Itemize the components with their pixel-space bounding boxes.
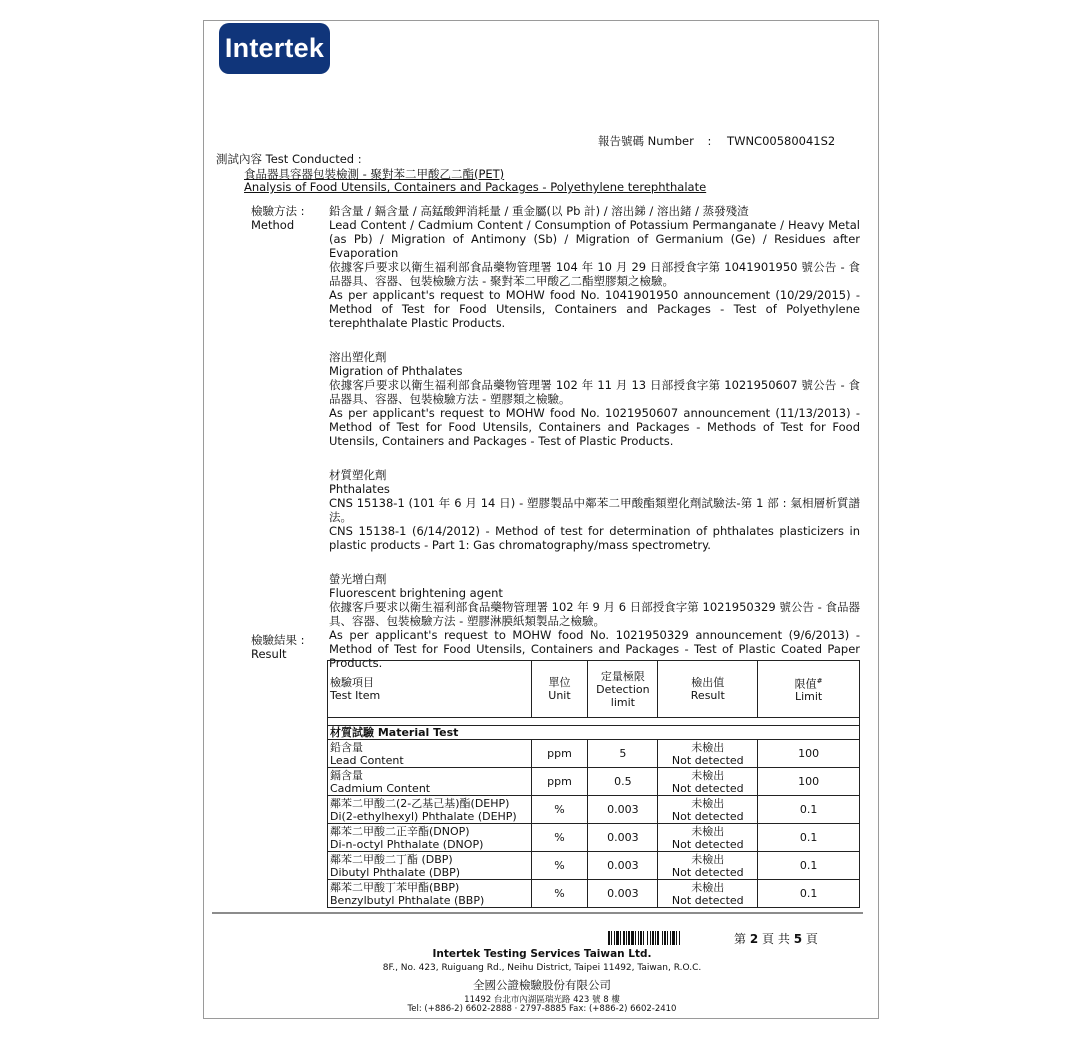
cell-detection: 0.5 xyxy=(588,768,658,796)
report-number-label: 報告號碼 Number xyxy=(598,134,694,148)
page-suffix: 頁 xyxy=(805,932,818,946)
cell-detection: 0.003 xyxy=(588,796,658,824)
page-indicator xyxy=(734,930,818,947)
header-text xyxy=(760,675,857,691)
cell-limit: 100 xyxy=(758,768,860,796)
cell-result xyxy=(658,852,758,880)
header-text: Detection xyxy=(596,682,650,696)
table-spacer xyxy=(328,718,860,726)
method-line: As per applicant's request to MOHW food No. 1021950329 announcement (9/6/2013) - Method of Test for Food Utensils, Containers and Packages - Test of Plastic Coated Paper Products. xyxy=(329,628,860,670)
item-zh: 鄰苯二甲酸二(2-乙基己基)酯(DEHP) xyxy=(330,796,510,810)
method-line: 依據客戶要求以衛生福利部食品藥物管理署 102 年 11 月 13 日部授食字第 1021950607 號公告 - 食品器具、容器、包裝檢驗方法 - 塑膠類之檢驗。 xyxy=(329,378,860,406)
cell-test-item xyxy=(328,740,532,768)
result-en: Not detected xyxy=(671,865,744,879)
cell-test-item xyxy=(328,768,532,796)
result-zh: 未檢出 xyxy=(691,768,725,782)
item-en: Lead Content xyxy=(330,753,404,767)
method-line: CNS 15138-1 (6/14/2012) - Method of test for determination of phthalates plasticizers in plastic products - Part 1: Gas chromatography/mass spectrometry. xyxy=(329,524,860,552)
table-row xyxy=(328,880,860,908)
method-line: 材質塑化劑 xyxy=(329,468,387,482)
report-number-colon: : xyxy=(707,134,712,148)
cell-test-item xyxy=(328,880,532,908)
spacer-cell xyxy=(328,718,860,726)
method-block xyxy=(329,572,860,670)
cell-result xyxy=(658,768,758,796)
result-en: Not detected xyxy=(671,837,744,851)
method-line: As per applicant's request to MOHW food No. 1041901950 announcement (10/29/2015) - Method of Test for Food Utensils, Containers and Packages - Test of Polyethylene terephthalate Plastic Products. xyxy=(329,288,860,330)
method-line: Fluorescent brightening agent xyxy=(329,586,503,600)
cell-result xyxy=(658,796,758,824)
method-line: Migration of Phthalates xyxy=(329,364,463,378)
cell-limit: 100 xyxy=(758,740,860,768)
result-en: Not detected xyxy=(671,809,744,823)
results-table xyxy=(327,660,860,908)
header-text: Test Item xyxy=(330,689,381,702)
header-limit xyxy=(758,661,860,718)
footer-phone: Tel: (+886-2) 6602-2888 · 2797-8885 Fax: (+886-2) 6602-2410 xyxy=(407,1004,677,1014)
item-en: Cadmium Content xyxy=(330,781,431,795)
item-en: Di-n-octyl Phthalate (DNOP) xyxy=(330,837,484,851)
item-zh: 鎘含量 xyxy=(330,768,363,782)
header-text: Limit xyxy=(794,690,823,704)
test-conducted-label: 測試內容 Test Conducted : xyxy=(216,152,362,166)
result-zh: 未檢出 xyxy=(691,880,725,894)
result-zh: 未檢出 xyxy=(691,796,725,810)
cell-limit: 0.1 xyxy=(758,796,860,824)
result-label-en: Result xyxy=(251,647,287,661)
method-line: 螢光增白劑 xyxy=(329,572,387,586)
result-zh: 未檢出 xyxy=(691,740,725,754)
header-text: 單位 xyxy=(548,676,571,689)
page-prefix: 第 xyxy=(734,932,747,946)
report-number-value: TWNC00580041S2 xyxy=(727,134,836,148)
result-en: Not detected xyxy=(671,781,744,795)
method-block xyxy=(329,204,860,330)
method-line: 依據客戶要求以衛生福利部食品藥物管理署 102 年 9 月 6 日部授食字第 1021950329 號公告 - 食品器具、容器、包裝檢驗方法 - 塑膠淋膜紙類製品之檢驗。 xyxy=(329,600,860,628)
result-en: Not detected xyxy=(671,893,744,907)
footer-company-zh: 全國公證檢驗股份有限公司 xyxy=(473,978,611,992)
footer-address-en: 8F., No. 423, Ruiguang Rd., Neihu District, Taipei 11492, Taiwan, R.O.C. xyxy=(382,963,702,973)
cell-unit: ppm xyxy=(531,768,588,796)
method-line: 溶出塑化劑 xyxy=(329,350,387,364)
cell-unit: ppm xyxy=(531,740,588,768)
footer-address-zh: 11492 台北市內湖區瑞光路 423 號 8 樓 xyxy=(464,995,620,1005)
result-label xyxy=(251,633,305,661)
result-zh: 未檢出 xyxy=(691,824,725,838)
limit-footnote-mark: # xyxy=(816,676,823,685)
report-page xyxy=(203,20,879,1019)
cell-test-item xyxy=(328,852,532,880)
footer-divider xyxy=(212,912,863,914)
header-text: Unit xyxy=(548,689,571,702)
cell-result xyxy=(658,880,758,908)
method-label-en: Method xyxy=(251,218,295,232)
method-label xyxy=(251,204,305,232)
intertek-logo: Intertek xyxy=(219,23,330,74)
item-en: Benzylbutyl Phthalate (BBP) xyxy=(330,893,485,907)
cell-detection: 0.003 xyxy=(588,852,658,880)
cell-detection: 0.003 xyxy=(588,824,658,852)
method-line: 鉛含量 / 鎘含量 / 高錳酸鉀消耗量 / 重金屬(以 Pb 計) / 溶出銻 / 溶出鍺 / 蒸發殘渣 xyxy=(329,204,749,218)
item-zh: 鄰苯二甲酸丁苯甲酯(BBP) xyxy=(330,880,460,894)
cell-detection: 5 xyxy=(588,740,658,768)
header-text: 檢驗項目 xyxy=(330,676,374,689)
page-total: 5 xyxy=(793,932,803,946)
header-test-item xyxy=(328,661,532,718)
cell-limit: 0.1 xyxy=(758,824,860,852)
section-title: 材質試驗 Material Test xyxy=(328,726,860,740)
report-number xyxy=(598,133,835,149)
cell-unit: % xyxy=(531,852,588,880)
table-row xyxy=(328,768,860,796)
cell-unit: % xyxy=(531,880,588,908)
header-unit xyxy=(531,661,588,718)
result-label-zh: 檢驗結果 : xyxy=(251,633,305,647)
method-label-zh: 檢驗方法 : xyxy=(251,204,305,218)
header-text: 檢出值 xyxy=(691,676,725,689)
table-row xyxy=(328,824,860,852)
result-en: Not detected xyxy=(671,753,744,767)
item-zh: 鉛含量 xyxy=(330,740,363,754)
cell-unit: % xyxy=(531,824,588,852)
cell-result xyxy=(658,824,758,852)
method-block xyxy=(329,350,860,448)
methods-section xyxy=(329,204,860,690)
page-current: 2 xyxy=(749,932,759,946)
header-limit-zh: 限值 xyxy=(794,677,817,691)
cell-limit: 0.1 xyxy=(758,880,860,908)
header-text: limit xyxy=(610,695,635,709)
cell-test-item xyxy=(328,824,532,852)
cell-limit: 0.1 xyxy=(758,852,860,880)
cell-test-item xyxy=(328,796,532,824)
method-line: 依據客戶要求以衛生福利部食品藥物管理署 104 年 10 月 29 日部授食字第 1041901950 號公告 - 食品器具、容器、包裝檢驗方法 - 聚對苯二甲酸乙二酯塑膠類之檢驗。 xyxy=(329,260,860,288)
table-row xyxy=(328,852,860,880)
cell-detection: 0.003 xyxy=(588,880,658,908)
table-header-row xyxy=(328,661,860,718)
table-row xyxy=(328,740,860,768)
header-detection-limit xyxy=(588,661,658,718)
item-zh: 鄰苯二甲酸二正辛酯(DNOP) xyxy=(330,824,470,838)
result-zh: 未檢出 xyxy=(691,852,725,866)
method-line: As per applicant's request to MOHW food No. 1021950607 announcement (11/13/2013) - Method of Test for Food Utensils, Containers and Packages - Methods of Test for Food Utensils, Containers and Packages - Test of Plastic Products. xyxy=(329,406,860,448)
item-en: Dibutyl Phthalate (DBP) xyxy=(330,865,461,879)
method-line: Phthalates xyxy=(329,482,390,496)
test-conducted-title-zh: 食品器具容器包裝檢測 - 聚對苯二甲酸乙二酯(PET) xyxy=(244,167,505,181)
method-line: Lead Content / Cadmium Content / Consumption of Potassium Permanganate / Heavy Metal (as Pb) / Migration of Antimony (Sb) / Migration of Germanium (Ge) / Residues after Evaporation xyxy=(329,218,860,260)
test-conducted-title-en: Analysis of Food Utensils, Containers and Packages - Polyethylene terephthalate xyxy=(244,180,707,194)
header-result xyxy=(658,661,758,718)
header-text: 定量極限 xyxy=(600,669,645,683)
table-row xyxy=(328,796,860,824)
item-en: Di(2-ethylhexyl) Phthalate (DEHP) xyxy=(330,809,517,823)
page-mid: 頁 共 xyxy=(762,932,790,946)
cell-result xyxy=(658,740,758,768)
item-zh: 鄰苯二甲酸二丁酯 (DBP) xyxy=(330,852,453,866)
cell-unit: % xyxy=(531,796,588,824)
method-line: CNS 15138-1 (101 年 6 月 14 日) - 塑膠製品中鄰苯二甲酸酯類塑化劑試驗法-第 1 部 : 氣相層析質譜法。 xyxy=(329,496,860,524)
barcode xyxy=(608,931,728,945)
method-block xyxy=(329,468,860,552)
footer-company-en: Intertek Testing Services Taiwan Ltd. xyxy=(432,948,652,960)
table-section-row xyxy=(328,726,860,740)
barcode-bar xyxy=(680,931,681,945)
header-text: Result xyxy=(690,689,725,702)
